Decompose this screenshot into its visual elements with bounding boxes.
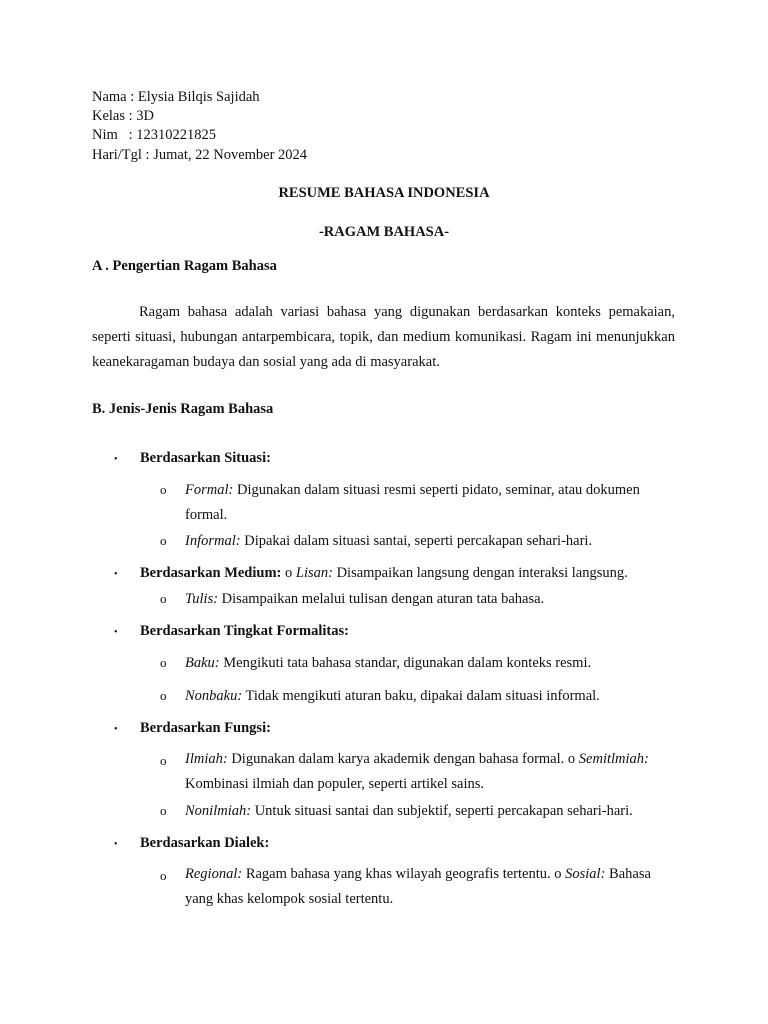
document-date: Hari/Tgl : Jumat, 22 November 2024 [92,147,308,163]
sub-bullet-marker: o [160,482,167,497]
document-subtitle: -RAGAM BAHASA- [318,224,450,240]
sub-bullet-marker: o [160,655,167,670]
list-item-formalitas: Berdasarkan Tingkat Formalitas: [140,623,349,639]
desc-ilmiah: Digunakan dalam karya akademik dengan bahasa formal. [227,751,568,767]
desc-semiilmiah: Kombinasi ilmiah dan populer, seperti artikel sains. [185,776,485,792]
desc-regional: Ragam bahasa yang khas wilayah geografis tertentu. [242,866,555,882]
document-title: RESUME BAHASA INDONESIA [278,185,490,201]
desc-sosial: Bahasa yang khas kelompok sosial tertentu. [185,866,651,907]
bullet-marker: • [114,569,118,580]
sub-bullet-marker: o [160,591,167,606]
desc-baku: Mengikuti tata bahasa standar, digunakan dalam konteks resmi. [219,655,592,671]
bullet-marker: • [114,454,118,465]
term-semiilmiah: Semitlmiah: [578,751,649,767]
sub-item-baku [185,656,591,671]
term-nonbaku: Nonbaku: [185,688,243,704]
term-informal: Informal: [185,533,241,549]
desc-lisan: Disampaikan langsung dengan interaksi langsung. [332,565,628,581]
list-item-dialek: Berdasarkan Dialek: [140,835,270,851]
label-medium: Berdasarkan Medium: [140,565,282,581]
sub-bullet-marker: o [160,688,167,703]
sub-item-formal [185,478,675,528]
sub-item-regional [185,862,675,912]
term-ilmiah: Ilmiah: [185,751,228,767]
student-name: Nama : Elysia Bilqis Sajidah [92,89,260,105]
sub-item-tulis [185,592,544,607]
term-sosial: Sosial: [565,866,606,882]
section-b-heading: B. Jenis-Jenis Ragam Bahasa [92,401,274,417]
sub-bullet-marker: o [160,803,167,818]
inline-circle: o [554,866,566,882]
section-a-paragraph: Ragam bahasa adalah variasi bahasa yang digunakan berdasarkan konteks pemakaian, seperti situasi, hubungan antarpembicara, topik, dan medium komunikasi. Ragam ini menunjukkan keanekaragaman budaya dan sosial yang ada di masyarakat. [92,304,675,370]
term-tulis: Tulis: [185,591,219,607]
sub-item-nonbaku [185,689,600,704]
term-nonilmiah: Nonilmiah: [185,803,252,819]
term-baku: Baku: [185,655,220,671]
student-class: Kelas : 3D [92,108,155,124]
sub-item-ilmiah [185,747,675,797]
student-nim: Nim : 12310221825 [92,127,217,143]
bullet-marker: • [114,724,118,735]
inline-circle: o [567,751,579,767]
desc-nonbaku: Tidak mengikuti aturan baku, dipakai dalam situasi informal. [242,688,600,704]
sub-item-informal [185,534,592,549]
desc-formal: Digunakan dalam situasi resmi seperti pidato, seminar, atau dokumen formal. [185,482,640,523]
list-item-situasi: Berdasarkan Situasi: [140,450,271,466]
sub-bullet-marker: o [160,868,167,883]
desc-tulis: Disampaikan melalui tulisan dengan aturan tata bahasa. [218,591,545,607]
term-regional: Regional: [185,866,243,882]
list-item-fungsi: Berdasarkan Fungsi: [140,720,271,736]
section-a-heading: A . Pengertian Ragam Bahasa [92,258,277,274]
bullet-marker: • [114,839,118,850]
term-formal: Formal: [185,482,234,498]
list-item-medium [140,566,628,581]
desc-nonilmiah: Untuk situasi santai dan subjektif, seperti percakapan sehari-hari. [251,803,633,819]
sub-bullet-marker: o [160,533,167,548]
sub-item-nonilmiah [185,804,633,819]
bullet-marker: • [114,627,118,638]
inline-circle: o [281,565,296,581]
desc-informal: Dipakai dalam situasi santai, seperti percakapan sehari-hari. [240,533,593,549]
term-lisan: Lisan: [295,565,333,581]
sub-bullet-marker: o [160,753,167,768]
